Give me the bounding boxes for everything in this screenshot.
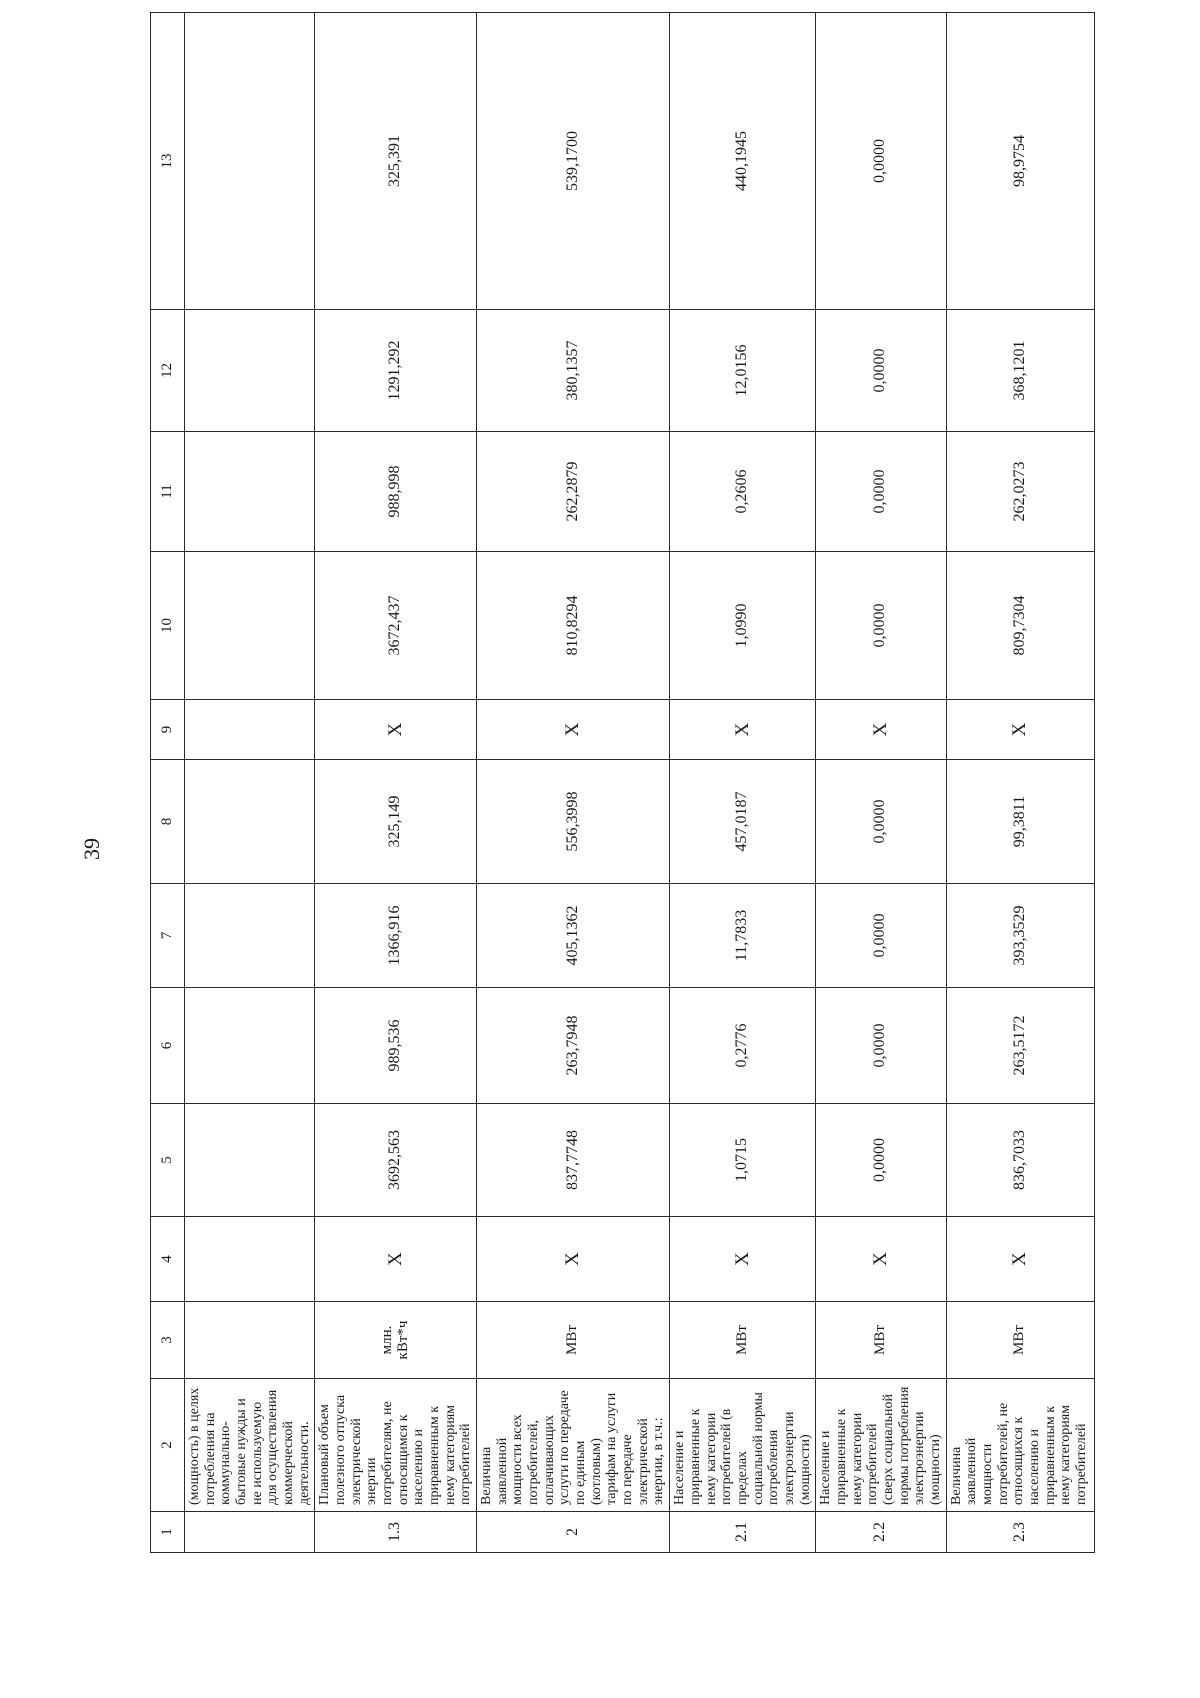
- header-row: [151, 13, 185, 1553]
- table-cell: 1366,916: [315, 884, 477, 988]
- column-header: 8: [151, 760, 185, 884]
- column-header: 12: [151, 310, 185, 432]
- table-cell: 263,5172: [946, 988, 1094, 1104]
- unit-cell: млн. кВт*ч: [315, 1302, 477, 1379]
- table-cell: Х: [477, 700, 670, 760]
- table-cell: 325,391: [315, 13, 477, 310]
- table-cell: 0,0000: [816, 310, 946, 432]
- table-cell: 3672,437: [315, 552, 477, 700]
- table-cell: 539,1700: [477, 13, 670, 310]
- table-cell: 12,0156: [670, 310, 816, 432]
- table-cell: 393,3529: [946, 884, 1094, 988]
- table-cell: 0,0000: [816, 1104, 946, 1217]
- table-cell: 263,7948: [477, 988, 670, 1104]
- table-cell: Х: [477, 1217, 670, 1302]
- unit-cell: МВт: [477, 1302, 670, 1379]
- row-description: Население и приравненные к нему категории потребителей (сверх социальной нормы потребления электроэнергии (мощности): [816, 1379, 946, 1512]
- row-description: Величина заявленной мощности потребителей, не относящихся к населению и приравненным к нему категориям потребителей: [946, 1379, 1094, 1512]
- table-cell: [185, 1104, 315, 1217]
- table-cell: Х: [670, 1217, 816, 1302]
- table-cell: 262,2879: [477, 432, 670, 552]
- table-cell: Х: [816, 1217, 946, 1302]
- table-cell: [185, 13, 315, 310]
- unit-cell: МВт: [946, 1302, 1094, 1379]
- column-header: 3: [151, 1302, 185, 1379]
- table-cell: [185, 310, 315, 432]
- table-row: [946, 13, 1094, 1553]
- table-cell: Х: [946, 700, 1094, 760]
- table-cell: 810,8294: [477, 552, 670, 700]
- row-number: 1.3: [315, 1512, 477, 1553]
- table-cell: 1291,292: [315, 310, 477, 432]
- table-cell: 11,7833: [670, 884, 816, 988]
- column-header: 13: [151, 13, 185, 310]
- table-cell: 405,1362: [477, 884, 670, 988]
- table-cell: 325,149: [315, 760, 477, 884]
- table-cell: [185, 552, 315, 700]
- table-cell: 457,0187: [670, 760, 816, 884]
- table-cell: [185, 432, 315, 552]
- table-cell: 262,0273: [946, 432, 1094, 552]
- table-cell: 556,3998: [477, 760, 670, 884]
- table-row: [670, 13, 816, 1553]
- table-cell: 0,0000: [816, 552, 946, 700]
- table-cell: [185, 1217, 315, 1302]
- table-cell: 989,536: [315, 988, 477, 1104]
- column-header: 6: [151, 988, 185, 1104]
- table-cell: 0,0000: [816, 432, 946, 552]
- unit-cell: МВт: [816, 1302, 946, 1379]
- table-cell: 98,9754: [946, 13, 1094, 310]
- table-cell: [185, 700, 315, 760]
- row-description: (мощность) в целях потребления на коммунально-бытовые нужды и не используемую для осуществления коммерческой деятельности.: [185, 1379, 315, 1512]
- rotated-table-wrapper: [150, 13, 1089, 1553]
- unit-cell: [185, 1302, 315, 1379]
- column-header: 5: [151, 1104, 185, 1217]
- table-cell: 836,7033: [946, 1104, 1094, 1217]
- table-cell: 1,0715: [670, 1104, 816, 1217]
- column-header: 2: [151, 1379, 185, 1512]
- table-row: [185, 13, 315, 1553]
- data-table: [150, 12, 1095, 1553]
- table-row: [477, 13, 670, 1553]
- column-header: 10: [151, 552, 185, 700]
- table-cell: 1,0990: [670, 552, 816, 700]
- column-header: 11: [151, 432, 185, 552]
- table-cell: 0,0000: [816, 760, 946, 884]
- table-cell: Х: [946, 1217, 1094, 1302]
- row-description: Величина заявленной мощности всех потребителей, оплачивающих услуги по передаче по единым (котловым) тарифам на услуги по передаче электрической энергии, в т.ч.:: [477, 1379, 670, 1512]
- table-cell: 0,0000: [816, 13, 946, 310]
- row-number: [185, 1512, 315, 1553]
- column-header: 7: [151, 884, 185, 988]
- table-cell: 380,1357: [477, 310, 670, 432]
- row-number: 2: [477, 1512, 670, 1553]
- table-row: [315, 13, 477, 1553]
- table-cell: [185, 988, 315, 1104]
- table-cell: 0,0000: [816, 884, 946, 988]
- unit-cell: МВт: [670, 1302, 816, 1379]
- column-header: 4: [151, 1217, 185, 1302]
- table-cell: 99,3811: [946, 760, 1094, 884]
- table-cell: 0,2776: [670, 988, 816, 1104]
- table-cell: 809,7304: [946, 552, 1094, 700]
- table-cell: [185, 760, 315, 884]
- table-cell: 988,998: [315, 432, 477, 552]
- table-cell: 368,1201: [946, 310, 1094, 432]
- row-number: 2.1: [670, 1512, 816, 1553]
- table-cell: Х: [315, 1217, 477, 1302]
- table-cell: 3692,563: [315, 1104, 477, 1217]
- row-description: Плановый объем полезного отпуска электрической энергии потребителям, не относящимся к населению и приравненным к нему категориям потребителей: [315, 1379, 477, 1512]
- row-number: 2.3: [946, 1512, 1094, 1553]
- column-header: 1: [151, 1512, 185, 1553]
- table-row: [816, 13, 946, 1553]
- table-cell: Х: [816, 700, 946, 760]
- table-cell: [185, 884, 315, 988]
- table-cell: Х: [670, 700, 816, 760]
- column-header: 9: [151, 700, 185, 760]
- table-cell: 0,0000: [816, 988, 946, 1104]
- table-cell: Х: [315, 700, 477, 760]
- row-number: 2.2: [816, 1512, 946, 1553]
- page-number: 39: [79, 838, 104, 860]
- table-cell: 440,1945: [670, 13, 816, 310]
- row-description: Население и приравненные к нему категории потребителей (в пределах социальной нормы потребления электроэнергии (мощности): [670, 1379, 816, 1512]
- table-cell: 0,2606: [670, 432, 816, 552]
- table-cell: 837,7748: [477, 1104, 670, 1217]
